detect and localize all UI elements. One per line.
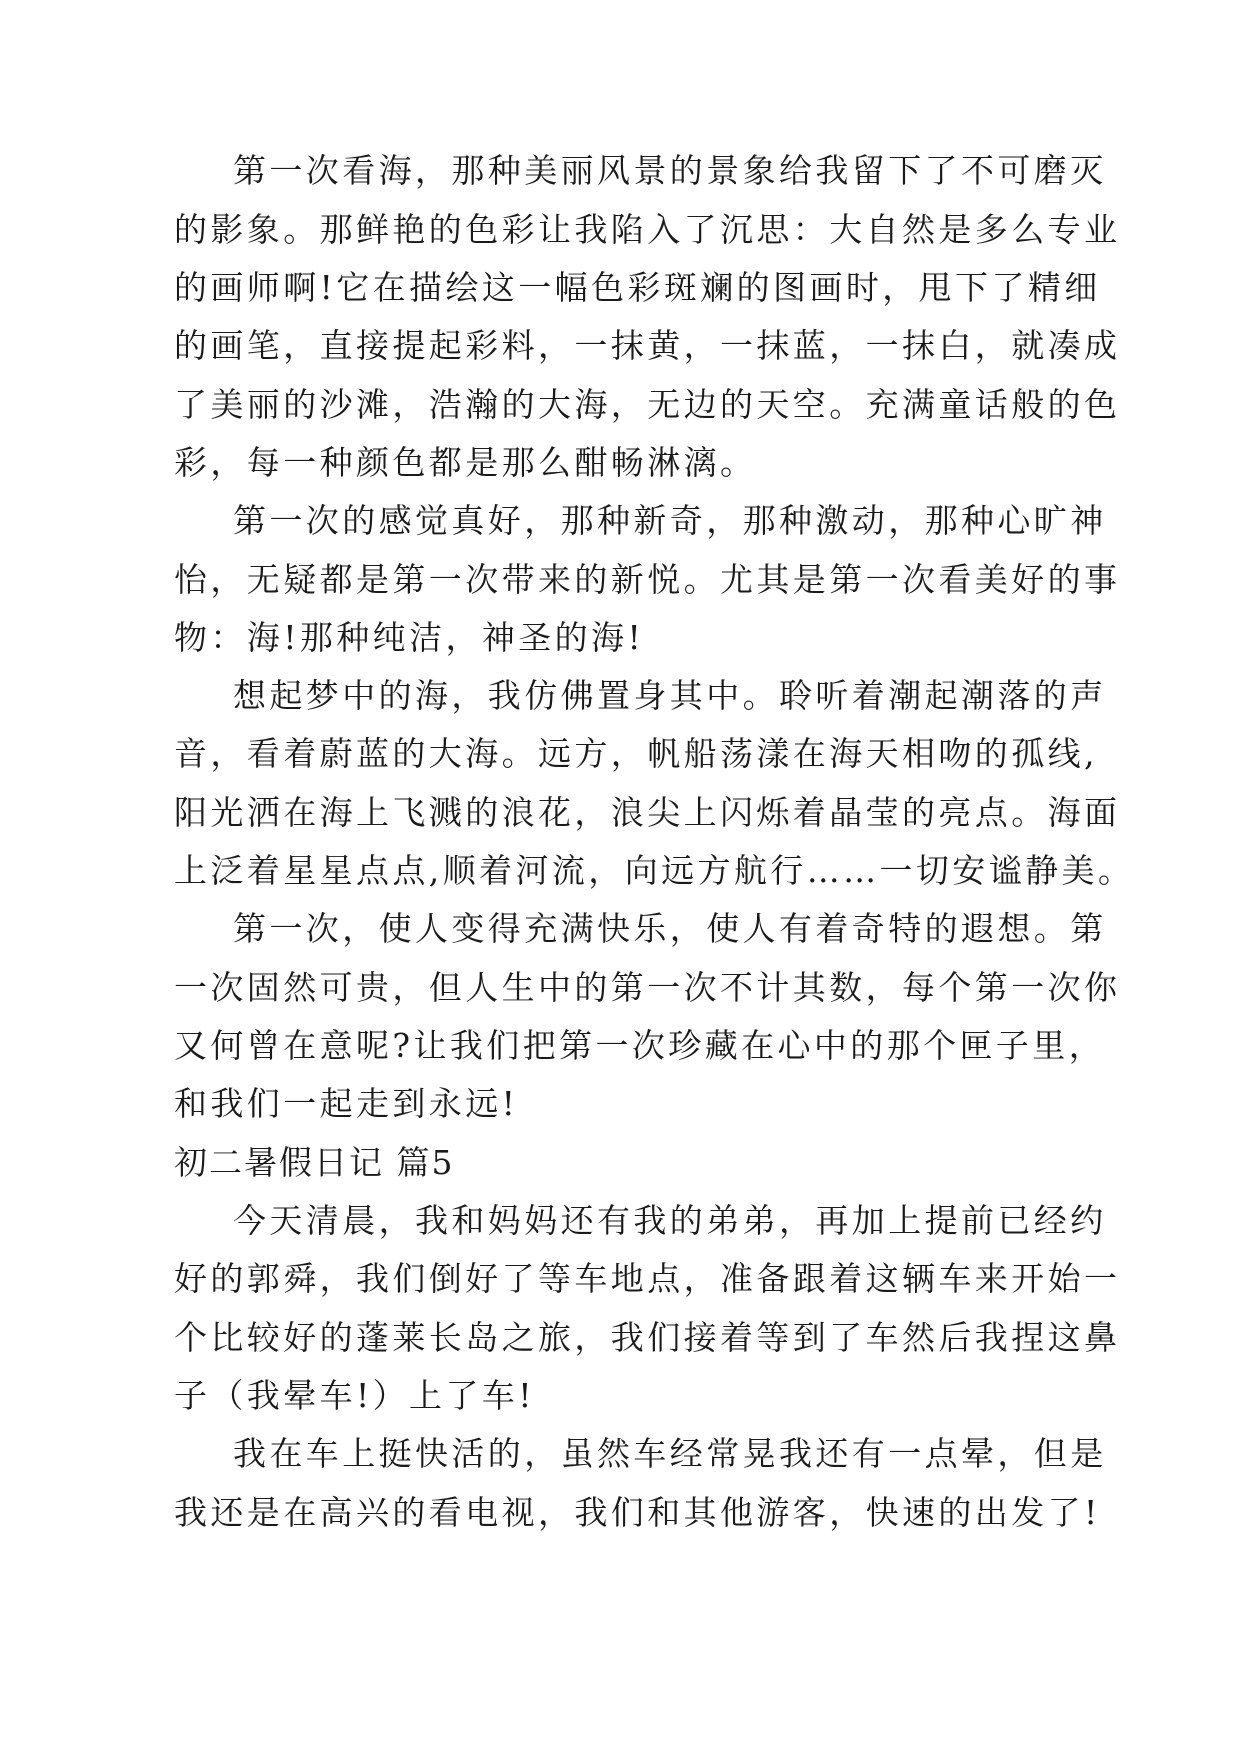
text-line-10: 想起梦中的海，我仿佛置身其中。聆听着潮起潮落的声 xyxy=(233,676,1107,715)
text-line-22: 子（我晕车!）上了车! xyxy=(174,1376,535,1415)
text-line-15: 一次固然可贵，但人生中的第一次不计其数，每个第一次你 xyxy=(174,968,1121,1007)
text-line-7: 第一次的感觉真好，那种新奇，那种激动，那种心旷神 xyxy=(233,501,1107,540)
text-line-3: 的画师啊!它在描绘这一幅色彩斑斓的图画时，甩下了精细 xyxy=(174,268,1101,307)
text-line-1: 第一次看海，那种美丽风景的景象给我留下了不可磨灭 xyxy=(233,151,1107,190)
text-line-9: 物：海!那种纯洁，神圣的海! xyxy=(174,618,645,657)
text-line-12: 阳光洒在海上飞溅的浪花，浪尖上闪烁着晶莹的亮点。海面 xyxy=(174,793,1121,832)
text-line-4: 的画笔，直接提起彩料，一抹黄，一抹蓝，一抹白，就凑成 xyxy=(174,326,1121,365)
text-line-19: 今天清晨，我和妈妈还有我的弟弟，再加上提前已经约 xyxy=(233,1201,1107,1240)
text-line-5: 了美丽的沙滩，浩瀚的大海，无边的天空。充满童话般的色 xyxy=(174,385,1121,424)
text-line-11: 音，看着蔚蓝的大海。远方，帆船荡漾在海天相吻的孤线, xyxy=(174,734,1098,773)
text-line-14: 第一次，使人变得充满快乐，使人有着奇特的遐想。第 xyxy=(233,909,1107,948)
text-line-17: 和我们一起走到永远! xyxy=(174,1084,519,1123)
text-line-23: 我在车上挺快活的，虽然车经常晃我还有一点晕，但是 xyxy=(233,1434,1107,1473)
text-line-8: 怡，无疑都是第一次带来的新悦。尤其是第一次看美好的事 xyxy=(174,560,1121,599)
text-line-16: 又何曾在意呢?让我们把第一次珍藏在心中的那个匣子里， xyxy=(174,1026,1106,1065)
text-line-6: 彩，每一种颜色都是那么酣畅淋漓。 xyxy=(174,443,757,482)
text-line-21: 个比较好的蓬莱长岛之旅，我们接着等到了车然后我捏这鼻 xyxy=(174,1318,1121,1357)
text-line-2: 的影象。那鲜艳的色彩让我陷入了沉思：大自然是多么专业 xyxy=(174,210,1121,249)
text-line-13: 上泛着星星点点,顺着河流，向远方航行……一切安谧静美。 xyxy=(174,851,1135,890)
section-heading: 初二暑假日记 篇5 xyxy=(174,1143,455,1182)
text-line-20: 好的郭舜，我们倒好了等车地点，准备跟着这辆车来开始一 xyxy=(174,1259,1121,1298)
text-line-24: 我还是在高兴的看电视，我们和其他游客，快速的出发了! xyxy=(174,1493,1101,1532)
